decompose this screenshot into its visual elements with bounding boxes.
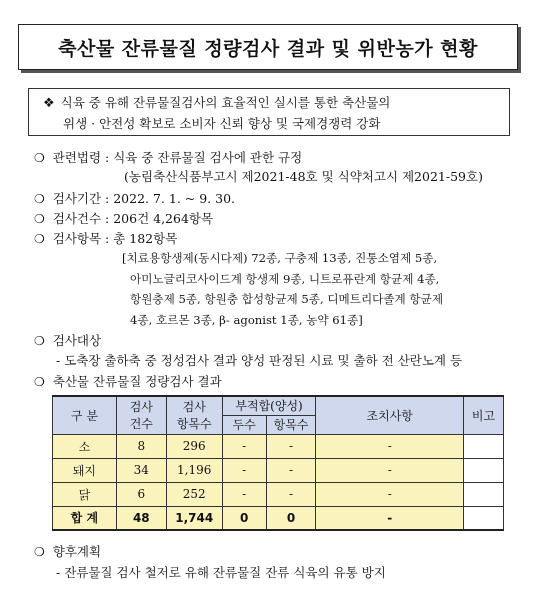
- cell-heads: -: [222, 482, 266, 506]
- count-row: [34, 209, 213, 227]
- law-sub: (농림축산식품부고시 제2021-48호 및 식약처고시 제2021-59호): [124, 169, 483, 184]
- diamond-bullet-icon: ❖: [43, 96, 55, 111]
- header-category: 구 분: [53, 396, 117, 434]
- cell-heads: -: [222, 458, 266, 482]
- cell-action: -: [316, 506, 464, 530]
- summary-line-1: ❖ 식육 중 유해 잔류물질검사의 효율적인 실시를 통한 축산물의: [43, 95, 391, 111]
- cell-note: [464, 434, 504, 458]
- header-heads: 두수: [222, 415, 266, 434]
- cell-category: 합 계: [53, 506, 117, 530]
- cell-note: [464, 482, 504, 506]
- header-action: 조치사항: [316, 396, 464, 434]
- cell-action: -: [316, 458, 464, 482]
- header-item-count: 항목수: [266, 415, 316, 434]
- plan-label: 향후계획: [52, 544, 102, 559]
- cell-item-count: -: [266, 482, 316, 506]
- cell-category: 소: [53, 434, 117, 458]
- target-detail: - 도축장 출하축 중 정성검사 결과 양성 판정된 시료 및 출하 전 산란노계 등: [56, 353, 463, 368]
- plan-row: [34, 542, 101, 560]
- circle-bullet-icon: ❍: [34, 151, 45, 165]
- items-detail-line: 아미노글리코사이드계 항생제 9종, 니트로퓨란계 항균제 4종,: [130, 271, 440, 286]
- target-row: [34, 331, 101, 349]
- cell-cases: 6: [116, 482, 166, 506]
- cell-action: -: [316, 482, 464, 506]
- cell-item-count: -: [266, 434, 316, 458]
- cell-heads: 0: [222, 506, 266, 530]
- table-row: [53, 458, 504, 482]
- cell-category: 닭: [53, 482, 117, 506]
- period-row: [34, 189, 235, 207]
- circle-bullet-icon: ❍: [34, 212, 45, 226]
- cell-heads: -: [222, 434, 266, 458]
- circle-bullet-icon: ❍: [34, 545, 45, 559]
- header-cases: 검사 건수: [116, 396, 166, 434]
- table-row: [53, 434, 504, 458]
- items-detail-line: 4종, 호르몬 3종, β- agonist 1종, 농약 61종]: [130, 312, 363, 327]
- page-title: 축산물 잔류물질 정량검사 결과 및 위반농가 현황: [18, 24, 518, 70]
- law-row: [34, 148, 302, 166]
- cell-item-count: 0: [266, 506, 316, 530]
- table-total-row: [53, 506, 504, 530]
- cell-cases: 8: [116, 434, 166, 458]
- summary-box: [28, 88, 510, 136]
- cell-items: 1,196: [166, 458, 222, 482]
- cell-items: 296: [166, 434, 222, 458]
- header-note: 비고: [464, 396, 504, 434]
- plan-detail: - 잔류물질 검사 철저로 유해 잔류물질 잔류 식육의 유통 방지: [56, 565, 386, 580]
- items-row: [34, 229, 177, 247]
- result-row: [34, 372, 222, 390]
- cell-cases: 48: [116, 506, 166, 530]
- cell-items: 1,744: [166, 506, 222, 530]
- circle-bullet-icon: ❍: [34, 192, 45, 206]
- cell-note: [464, 506, 504, 530]
- items-detail-line: 항원충제 5종, 항원충 합성항균제 5종, 디메트리다졸계 항균제: [130, 292, 444, 306]
- table-row: [53, 482, 504, 506]
- header-violation: 부적합(양성): [222, 396, 316, 415]
- items-detail-line: [치료용항생제(동시다제) 72종, 구충제 13종, 진통소염제 5종,: [122, 251, 438, 265]
- items-label: 검사항목 : 총 182항목: [52, 231, 178, 246]
- circle-bullet-icon: ❍: [34, 375, 45, 389]
- cell-cases: 34: [116, 458, 166, 482]
- cell-note: [464, 458, 504, 482]
- period-label: 검사기간 : 2022. 7. 1. ~ 9. 30.: [52, 191, 236, 206]
- law-label: 관련법령 : 식육 중 잔류물질 검사에 관한 규정: [52, 150, 303, 165]
- cell-action: -: [316, 434, 464, 458]
- cell-item-count: -: [266, 458, 316, 482]
- cell-items: 252: [166, 482, 222, 506]
- items-detail: [122, 248, 514, 330]
- cell-category: 돼지: [53, 458, 117, 482]
- count-label: 검사건수 : 206건 4,264항목: [52, 211, 214, 226]
- header-items: 검사 항목수: [166, 396, 222, 434]
- circle-bullet-icon: ❍: [34, 334, 45, 348]
- result-label: 축산물 잔류물질 정량검사 결과: [52, 374, 222, 389]
- circle-bullet-icon: ❍: [34, 232, 45, 246]
- result-table: [52, 395, 504, 531]
- summary-line-2: 위생 · 안전성 확보로 소비자 신뢰 향상 및 국제경쟁력 강화: [63, 116, 381, 131]
- target-label: 검사대상: [52, 333, 102, 348]
